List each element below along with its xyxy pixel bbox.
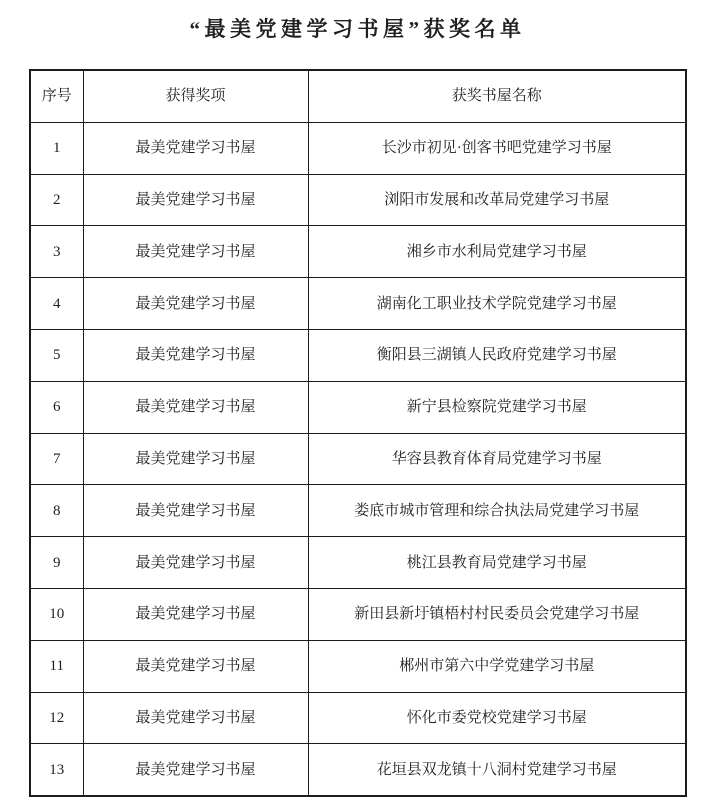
cell-bookhouse-name: 新宁县检察院党建学习书屋 [308,381,686,433]
cell-serial-number: 6 [30,381,83,433]
table-row [30,433,686,485]
cell-award: 最美党建学习书屋 [83,226,308,278]
header-serial-number: 序号 [30,70,83,122]
cell-serial-number: 4 [30,278,83,330]
award-table [29,69,687,797]
cell-award: 最美党建学习书屋 [83,381,308,433]
table-row [30,174,686,226]
cell-bookhouse-name: 新田县新圩镇梧村村民委员会党建学习书屋 [308,588,686,640]
cell-bookhouse-name: 长沙市初见·创客书吧党建学习书屋 [308,122,686,174]
cell-bookhouse-name: 湖南化工职业技术学院党建学习书屋 [308,278,686,330]
table-row [30,278,686,330]
table-row [30,485,686,537]
cell-bookhouse-name: 怀化市委党校党建学习书屋 [308,692,686,744]
table-row [30,122,686,174]
cell-award: 最美党建学习书屋 [83,744,308,796]
cell-serial-number: 12 [30,692,83,744]
cell-award: 最美党建学习书屋 [83,278,308,330]
cell-award: 最美党建学习书屋 [83,485,308,537]
cell-serial-number: 8 [30,485,83,537]
cell-award: 最美党建学习书屋 [83,537,308,589]
cell-bookhouse-name: 湘乡市水利局党建学习书屋 [308,226,686,278]
table-row [30,381,686,433]
header-award-received: 获得奖项 [83,70,308,122]
cell-award: 最美党建学习书屋 [83,122,308,174]
cell-bookhouse-name: 浏阳市发展和改革局党建学习书屋 [308,174,686,226]
table-row [30,537,686,589]
cell-bookhouse-name: 娄底市城市管理和综合执法局党建学习书屋 [308,485,686,537]
cell-bookhouse-name: 华容县教育体育局党建学习书屋 [308,433,686,485]
table-row [30,744,686,796]
cell-serial-number: 3 [30,226,83,278]
cell-award: 最美党建学习书屋 [83,433,308,485]
cell-serial-number: 13 [30,744,83,796]
cell-serial-number: 2 [30,174,83,226]
cell-award: 最美党建学习书屋 [83,174,308,226]
cell-award: 最美党建学习书屋 [83,329,308,381]
cell-bookhouse-name: 郴州市第六中学党建学习书屋 [308,640,686,692]
table-row [30,226,686,278]
cell-serial-number: 10 [30,588,83,640]
cell-award: 最美党建学习书屋 [83,640,308,692]
cell-serial-number: 11 [30,640,83,692]
header-bookhouse-name: 获奖书屋名称 [308,70,686,122]
cell-serial-number: 7 [30,433,83,485]
cell-bookhouse-name: 衡阳县三湖镇人民政府党建学习书屋 [308,329,686,381]
cell-bookhouse-name: 桃江县教育局党建学习书屋 [308,537,686,589]
cell-award: 最美党建学习书屋 [83,692,308,744]
cell-serial-number: 1 [30,122,83,174]
table-row [30,692,686,744]
table-row [30,640,686,692]
table-row [30,329,686,381]
cell-serial-number: 5 [30,329,83,381]
cell-award: 最美党建学习书屋 [83,588,308,640]
cell-serial-number: 9 [30,537,83,589]
table-header-row [30,70,686,122]
cell-bookhouse-name: 花垣县双龙镇十八洞村党建学习书屋 [308,744,686,796]
page-title: “最美党建学习书屋”获奖名单 [189,17,526,41]
table-row [30,588,686,640]
